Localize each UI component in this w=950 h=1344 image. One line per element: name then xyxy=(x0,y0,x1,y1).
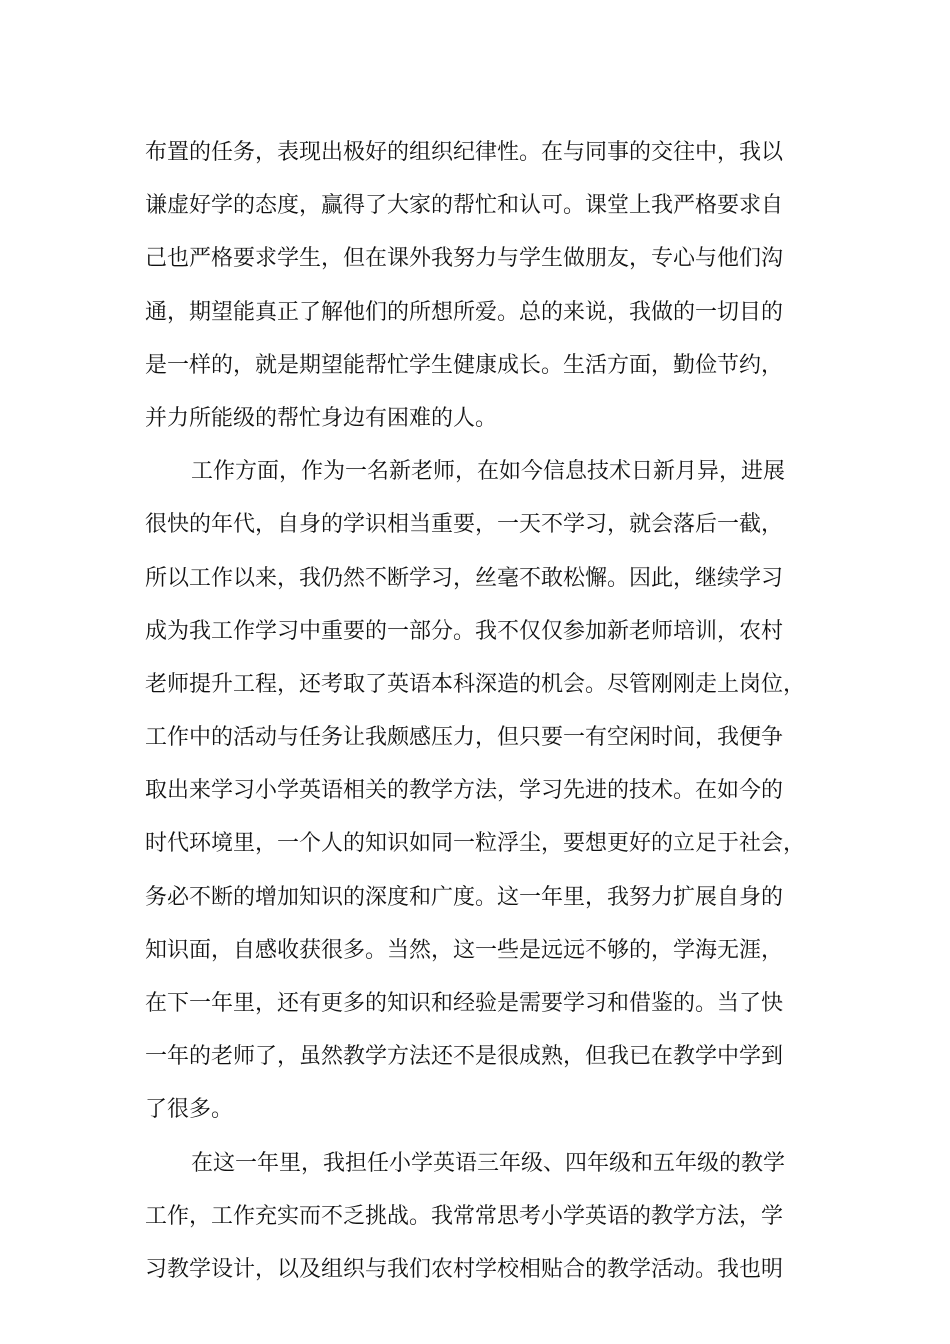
text-line: 所以工作以来，我仍然不断学习，丝毫不敢松懈。因此，继续学习 xyxy=(145,565,784,591)
document-body xyxy=(145,126,835,1296)
text-line: 时代环境里，一个人的知识如同一粒浮尘，要想更好的立足于社会， xyxy=(145,831,806,857)
text-line: 在这一年里，我担任小学英语三年级、四年级和五年级的教学 xyxy=(191,1150,786,1176)
text-line: 工作方面，作为一名新老师，在如今信息技术日新月异，进展 xyxy=(191,459,786,485)
text-line: 很快的年代，自身的学识相当重要，一天不学习，就会落后一截， xyxy=(145,512,784,538)
text-line: 知识面，自感收获很多。当然，这一些是远远不够的，学海无涯， xyxy=(145,937,784,963)
text-line: 谦虚好学的态度，赢得了大家的帮忙和认可。课堂上我严格要求自 xyxy=(145,193,784,219)
paragraph-2 xyxy=(145,445,835,1136)
text-line: 了很多。 xyxy=(145,1097,234,1123)
text-line: 习教学设计，以及组织与我们农村学校相贴合的教学活动。我也明 xyxy=(145,1256,784,1282)
text-line: 在下一年里，还有更多的知识和经验是需要学习和借鉴的。当了快 xyxy=(145,991,784,1016)
text-line: 布置的任务，表现出极好的组织纪律性。在与同事的交往中，我以 xyxy=(145,140,784,165)
text-line: 并力所能级的帮忙身边有困难的人。 xyxy=(145,405,498,431)
text-line: 己也严格要求学生，但在课外我努力与学生做朋友，专心与他们沟 xyxy=(145,246,784,272)
text-line: 老师提升工程，还考取了英语本科深造的机会。尽管刚刚走上岗位， xyxy=(145,671,806,697)
text-line: 工作中的活动与任务让我颇感压力，但只要一有空闲时间，我便争 xyxy=(145,725,784,751)
paragraph-3 xyxy=(145,1137,835,1297)
text-line: 工作，工作充实而不乏挑战。我常常思考小学英语的教学方法，学 xyxy=(145,1203,784,1229)
text-line: 取出来学习小学英语相关的教学方法，学习先进的技术。在如今的 xyxy=(145,778,784,804)
text-line: 务必不断的增加知识的深度和广度。这一年里，我努力扩展自身的 xyxy=(145,884,784,910)
paragraph-1 xyxy=(145,126,835,445)
text-line: 成为我工作学习中重要的一部分。我不仅仅参加新老师培训，农村 xyxy=(145,618,784,644)
text-line: 一年的老师了，虽然教学方法还不是很成熟，但我已在教学中学到 xyxy=(145,1044,784,1070)
text-line: 是一样的，就是期望能帮忙学生健康成长。生活方面，勤俭节约， xyxy=(145,352,784,378)
text-line: 通，期望能真正了解他们的所想所爱。总的来说，我做的一切目的 xyxy=(145,299,784,325)
